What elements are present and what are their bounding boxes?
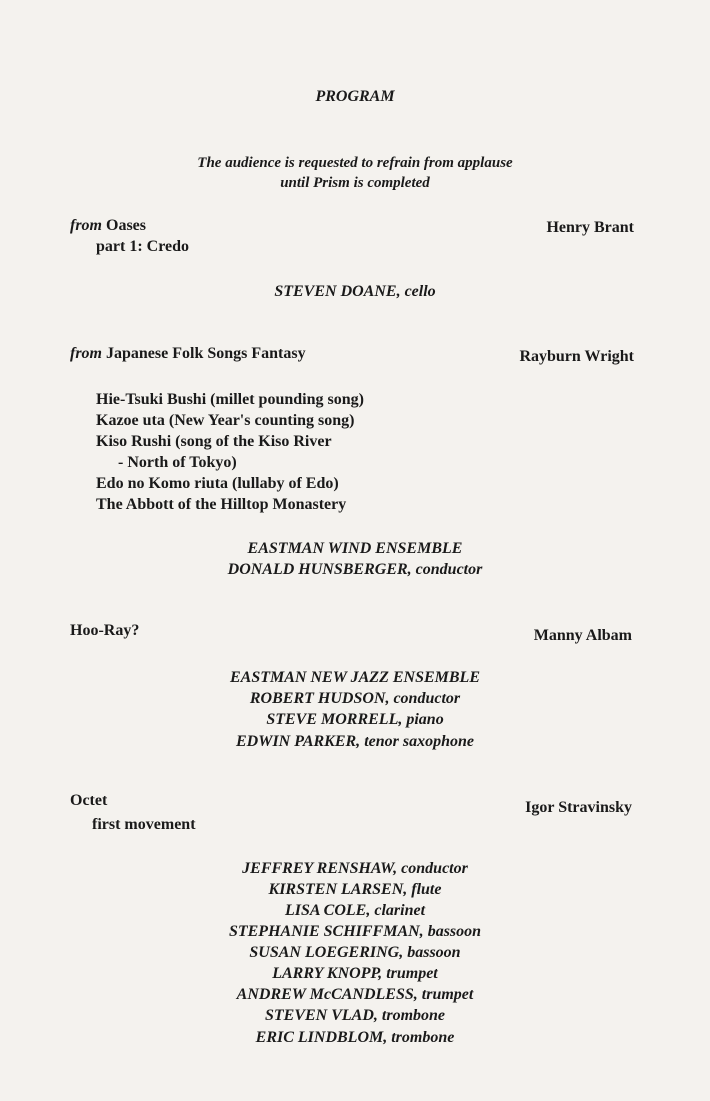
performer-name: STEVE MORRELL, [266,711,403,728]
performer-name: EDWIN PARKER, [236,733,361,750]
performer-role: tenor saxophone [364,733,474,750]
performer-name: ERIC LINDBLOM, [255,1029,388,1046]
performer-line [0,559,710,580]
performer-line [0,963,710,984]
work-name: Octet [70,792,108,809]
performer-line [0,921,710,942]
performer-role: bassoon [427,923,482,940]
composer-name: Manny Albam [533,627,632,644]
movement-line: Hie-Tsuki Bushi (millet pounding song) [96,391,364,408]
composer-name: Henry Brant [546,219,634,236]
composer-name: Rayburn Wright [519,348,634,365]
performer-name: STEVEN DOANE, [274,283,401,300]
performer-role: flute [411,881,442,898]
performer-role: trumpet [421,986,474,1003]
performer-role: clarinet [374,902,426,919]
performer-line [0,879,710,900]
performer-line [0,731,710,752]
work-title-hoo-ray [70,622,139,640]
performer-line [0,984,710,1005]
performer-line [0,688,710,709]
work-title-oases [70,217,146,235]
performer-line [0,281,710,302]
page-title: PROGRAM [315,88,395,105]
work-title-japanese-folk-songs [70,345,306,363]
performer-line [0,942,710,963]
movement-line: Kazoe uta (New Year's counting song) [96,412,355,429]
performer-name: ANDREW McCANDLESS, [236,986,418,1003]
work-title-octet [70,792,107,810]
performer-line [0,667,710,688]
performer-line [0,538,710,559]
work-prefix: from [70,345,102,362]
movement-line: part 1: Credo [96,238,190,255]
performer-role: bassoon [407,944,461,961]
performer-name: LISA COLE, [284,902,371,919]
performer-name: STEPHANIE SCHIFFMAN, [228,923,424,940]
audience-note-line2: until Prism is completed [280,175,430,191]
composer-name: Igor Stravinsky [525,799,632,816]
movement-line: The Abbott of the Hilltop Monastery [96,496,347,513]
performer-name: EASTMAN WIND ENSEMBLE [247,540,463,557]
work-name: Hoo-Ray? [70,622,140,639]
work-name: Oases [106,217,146,234]
performer-role: conductor [393,690,461,707]
performer-name: KIRSTEN LARSEN, [268,881,408,898]
audience-note-line1: The audience is requested to refrain from applause [197,155,513,171]
performer-name: JEFFREY RENSHAW, [242,860,398,877]
movement-line: first movement [92,816,196,833]
performer-name: STEVEN VLAD, [264,1007,378,1024]
performer-line [0,900,710,921]
performer-name: LARRY KNOPP, [272,965,383,982]
movement-line: Kiso Rushi (song of the Kiso River [96,433,332,450]
performer-line [0,1027,710,1048]
performer-role: trombone [381,1007,446,1024]
performer-line [0,709,710,730]
performer-line [0,858,710,879]
performer-role: piano [406,711,444,728]
performer-role: trumpet [386,965,438,982]
performer-role: trombone [391,1029,455,1046]
performer-name: EASTMAN NEW JAZZ ENSEMBLE [230,669,480,686]
performer-name: DONALD HUNSBERGER, [227,561,412,578]
movement-line: Edo no Komo riuta (lullaby of Edo) [96,475,339,492]
performer-name: ROBERT HUDSON, [249,690,390,707]
work-name: Japanese Folk Songs Fantasy [106,345,306,362]
performer-role: conductor [415,561,483,578]
performer-role: cello [404,283,436,300]
performer-line [0,1005,710,1026]
work-prefix: from [70,217,102,234]
performer-role: conductor [401,860,468,877]
performer-name: SUSAN LOEGERING, [249,944,404,961]
movement-line: - North of Tokyo) [118,454,237,471]
